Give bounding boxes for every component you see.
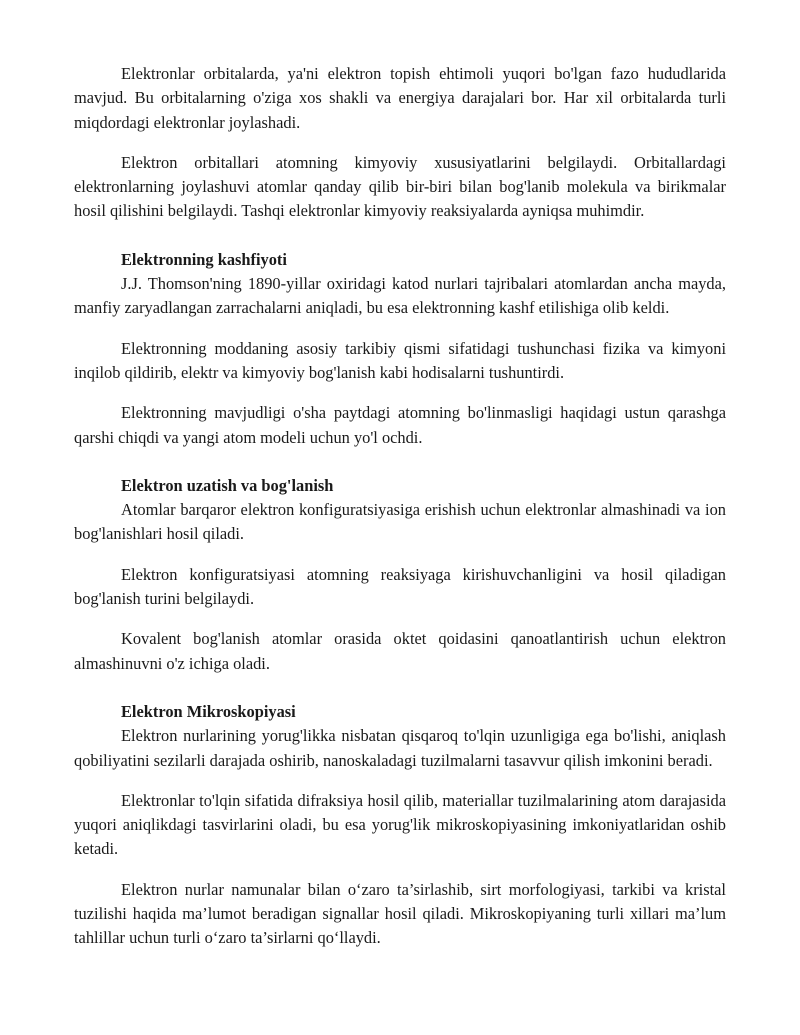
section-heading-discovery: Elektronning kashfiyoti xyxy=(121,249,287,269)
intro-paragraph-2: Elektron orbitallari atomning kimyoviy xususiyatlarini belgilaydi. Orbitallardagi elektronlarning joylashuvi atomlar qanday qilib bir-biri bilan bog'lanib molekula va birikmalar hosil qilishini belgilaydi. Tashqi elektronlar kimyoviy reaksiyalarda ayniqsa muhimdir. xyxy=(74,152,726,221)
bonding-paragraph-3: Kovalent bog'lanish atomlar orasida oktet qoidasini qanoatlantirish uchun elektron almashinuvni o'z ichiga oladi. xyxy=(74,629,726,673)
discovery-paragraph-3: Elektronning mavjudligi o'sha paytdagi atomning bo'linmasligi haqidagi ustun qarashga qarshi chiqdi va yangi atom modeli uchun yo'l ochdi. xyxy=(74,403,726,447)
section-heading-microscopy: Elektron Mikroskopiyasi xyxy=(121,701,296,721)
discovery-paragraph-1: J.J. Thomson'ning 1890-yillar oxiridagi katod nurlari tajribalari atomlardan ancha mayda, manfiy zaryadlangan zarrachalarni aniqladi, bu esa elektronning kashf etilishiga olib keldi. xyxy=(74,274,726,318)
discovery-paragraph-2: Elektronning moddaning asosiy tarkibiy qismi sifatidagi tushunchasi fizika va kimyoni inqilob qildirib, elektr va kimyoviy bog'lanish kabi hodisalarni tushuntirdi. xyxy=(74,338,726,382)
section-heading-transfer-bonding: Elektron uzatish va bog'lanish xyxy=(121,475,334,495)
microscopy-paragraph-2: Elektronlar to'lqin sifatida difraksiya hosil qilib, materiallar tuzilmalarining atom darajasida yuqori aniqlikdagi tasvirlarini oladi, bu esa yorug'lik mikroskopiyasining imkoniyatlaridan oshib ketadi. xyxy=(74,790,726,859)
microscopy-paragraph-3: Elektron nurlar namunalar bilan o‘zaro ta’sirlashib, sirt morfologiyasi, tarkibi va kristal tuzilishi haqida ma’lumot beradigan signallar hosil qiladi. Mikroskopiyaning turli xillari ma’lum tahlillar uchun turli o‘zaro ta’sirlarni qo‘llaydi. xyxy=(74,879,726,948)
microscopy-paragraph-1: Elektron nurlarining yorug'likka nisbatan qisqaroq to'lqin uzunligiga ega bo'lishi, aniqlash qobiliyatini sezilarli darajada oshirib, nanoskaladagi tuzilmalarni tasavvur qilish imkonini beradi. xyxy=(74,726,726,770)
document-page xyxy=(74,62,726,951)
intro-paragraph-1: Elektronlar orbitalarda, ya'ni elektron topish ehtimoli yuqori bo'lgan fazo hududlarida mavjud. Bu orbitalarning o'ziga xos shakli va energiya darajalari bor. Har xil orbitalarda turli miqdordagi elektronlar joylashadi. xyxy=(74,64,726,132)
bonding-paragraph-1: Atomlar barqaror elektron konfiguratsiyasiga erishish uchun elektronlar almashinadi va ion bog'lanishlari hosil qiladi. xyxy=(74,500,726,544)
bonding-paragraph-2: Elektron konfiguratsiyasi atomning reaksiyaga kirishuvchanligini va hosil qiladigan bog'lanish turini belgilaydi. xyxy=(74,564,726,609)
